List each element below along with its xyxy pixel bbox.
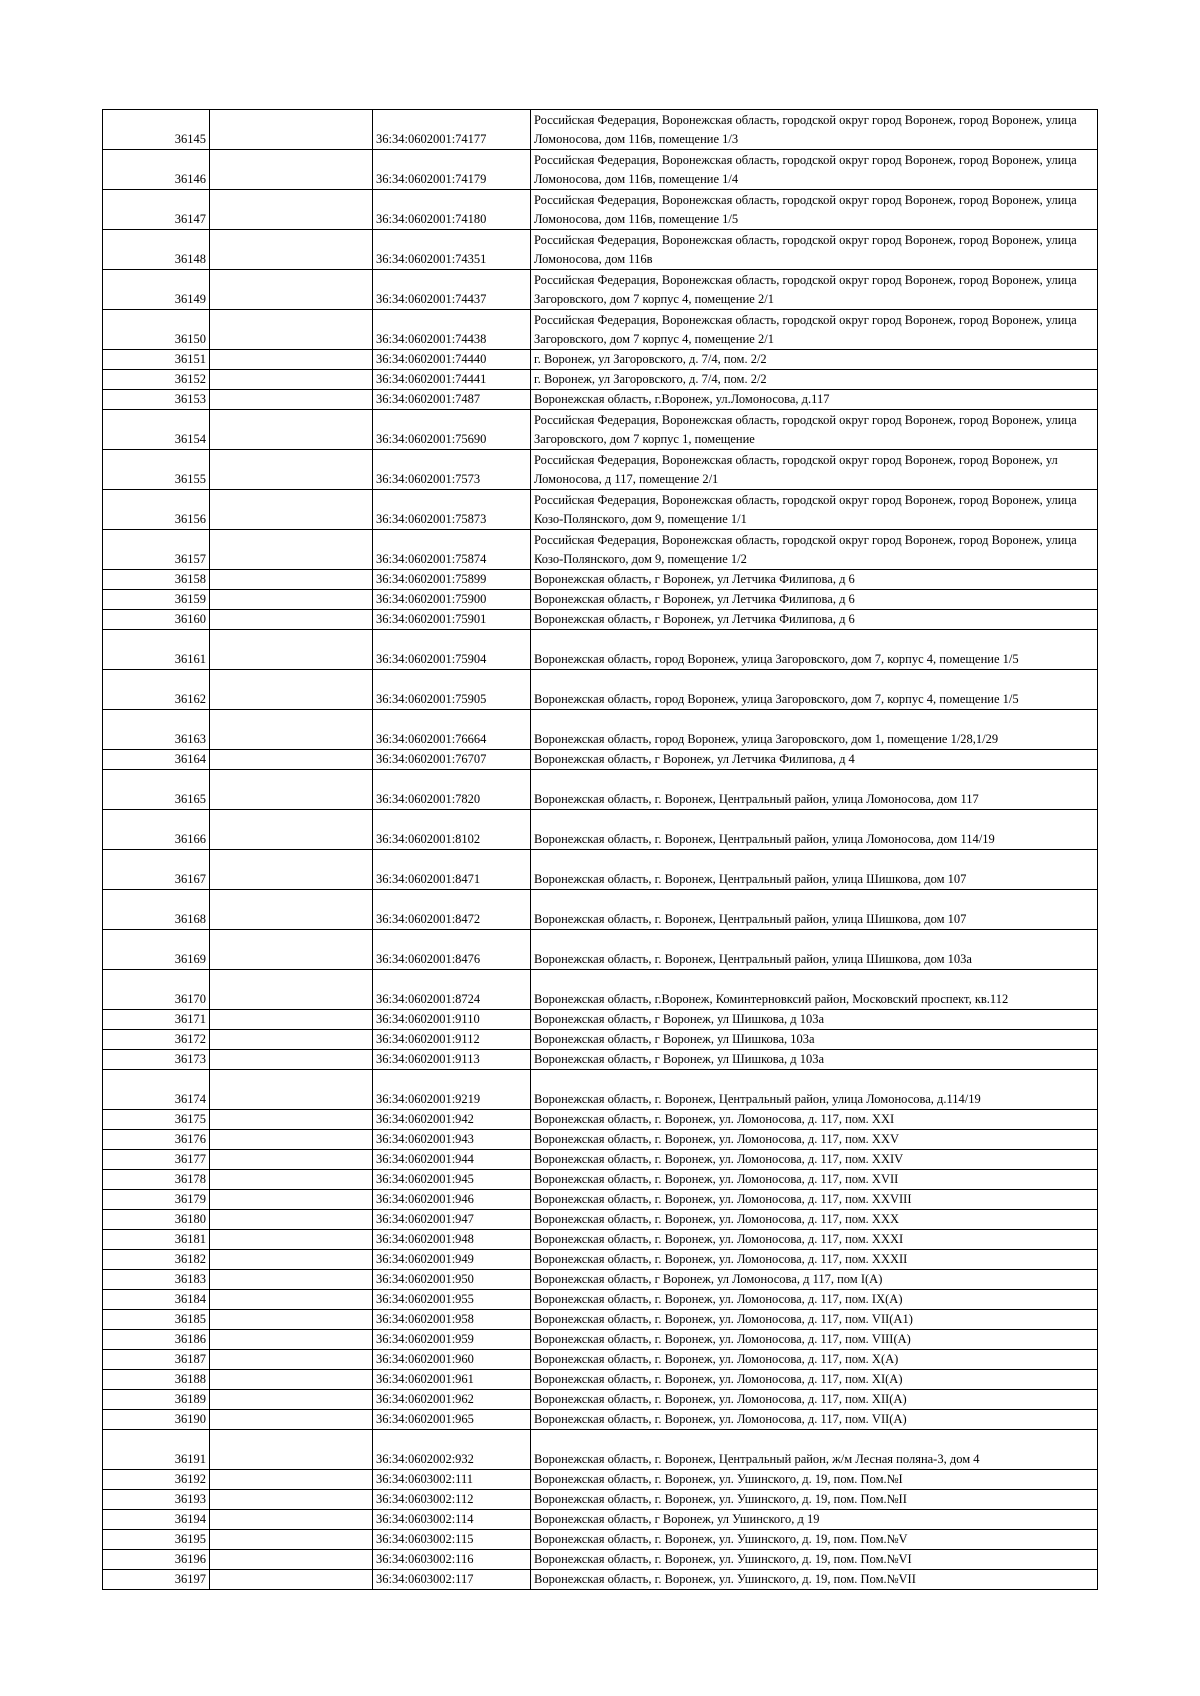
table-row: [103, 750, 1098, 770]
empty-cell: [210, 970, 373, 1010]
address-cell: Воронежская область, город Воронеж, улица Загоровского, дом 1, помещение 1/28,1/29: [531, 710, 1098, 750]
address-cell: Воронежская область, г. Воронеж, Центральный район, улица Ломоносова, дом 114/19: [531, 810, 1098, 850]
empty-cell: [210, 1130, 373, 1150]
address-cell: Воронежская область, г. Воронеж, ул. Ломоносова, д. 117, пом. IX(А): [531, 1290, 1098, 1310]
cadastral-number-cell: 36:34:0602001:75874: [373, 530, 531, 570]
table-row: [103, 890, 1098, 930]
record-number-cell: 36178: [103, 1170, 210, 1190]
empty-cell: [210, 230, 373, 270]
cadastral-number-cell: 36:34:0602001:962: [373, 1390, 531, 1410]
cadastral-number-cell: 36:34:0602001:9219: [373, 1070, 531, 1110]
table-row: [103, 970, 1098, 1010]
record-number-cell: 36190: [103, 1410, 210, 1430]
empty-cell: [210, 570, 373, 590]
address-cell: Воронежская область, г. Воронеж, ул. Ушинского, д. 19, пом. Пом.№V: [531, 1530, 1098, 1550]
cadastral-number-cell: 36:34:0602001:965: [373, 1410, 531, 1430]
empty-cell: [210, 810, 373, 850]
record-number-cell: 36159: [103, 590, 210, 610]
empty-cell: [210, 610, 373, 630]
cadastral-number-cell: 36:34:0602001:76664: [373, 710, 531, 750]
record-number-cell: 36187: [103, 1350, 210, 1370]
empty-cell: [210, 450, 373, 490]
table-row: [103, 1490, 1098, 1510]
record-number-cell: 36197: [103, 1570, 210, 1590]
empty-cell: [210, 1230, 373, 1250]
empty-cell: [210, 1350, 373, 1370]
empty-cell: [210, 1490, 373, 1510]
record-number-cell: 36171: [103, 1010, 210, 1030]
empty-cell: [210, 1150, 373, 1170]
empty-cell: [210, 270, 373, 310]
address-cell: Российская Федерация, Воронежская область, городской округ город Воронеж, город Воронеж, улица Козо-Полянского, дом 9, помещение 1/1: [531, 490, 1098, 530]
cadastral-number-cell: 36:34:0602001:75900: [373, 590, 531, 610]
cadastral-number-cell: 36:34:0602001:75905: [373, 670, 531, 710]
address-cell: Воронежская область, г. Воронеж, ул. Ушинского, д. 19, пом. Пом.№I: [531, 1470, 1098, 1490]
address-cell: Воронежская область, г. Воронеж, ул. Ломоносова, д. 117, пом. VII(А1): [531, 1310, 1098, 1330]
empty-cell: [210, 1370, 373, 1390]
table-row: [103, 1250, 1098, 1270]
cadastral-number-cell: 36:34:0602001:958: [373, 1310, 531, 1330]
record-number-cell: 36176: [103, 1130, 210, 1150]
address-cell: Российская Федерация, Воронежская область, городской округ город Воронеж, город Воронеж, улица Загоровского, дом 7 корпус 1, помещение: [531, 410, 1098, 450]
record-number-cell: 36167: [103, 850, 210, 890]
address-cell: Воронежская область, г. Воронеж, ул. Ломоносова, д. 117, пом. XII(А): [531, 1390, 1098, 1410]
cadastral-number-cell: 36:34:0602001:74438: [373, 310, 531, 350]
record-number-cell: 36181: [103, 1230, 210, 1250]
cadastral-number-cell: 36:34:0602001:74179: [373, 150, 531, 190]
table-row: [103, 1030, 1098, 1050]
empty-cell: [210, 1170, 373, 1190]
address-cell: Воронежская область, г. Воронеж, ул. Ломоносова, д. 117, пом. XI(А): [531, 1370, 1098, 1390]
table-row: [103, 710, 1098, 750]
record-number-cell: 36182: [103, 1250, 210, 1270]
record-number-cell: 36146: [103, 150, 210, 190]
empty-cell: [210, 1010, 373, 1030]
empty-cell: [210, 1250, 373, 1270]
record-number-cell: 36177: [103, 1150, 210, 1170]
cadastral-number-cell: 36:34:0602001:959: [373, 1330, 531, 1350]
record-number-cell: 36172: [103, 1030, 210, 1050]
record-number-cell: 36191: [103, 1430, 210, 1470]
record-number-cell: 36185: [103, 1310, 210, 1330]
record-number-cell: 36179: [103, 1190, 210, 1210]
cadastral-number-cell: 36:34:0602001:7573: [373, 450, 531, 490]
address-cell: Воронежская область, город Воронеж, улица Загоровского, дом 7, корпус 4, помещение 1/5: [531, 670, 1098, 710]
table-row: [103, 1010, 1098, 1030]
table-row: [103, 570, 1098, 590]
table-row: [103, 1210, 1098, 1230]
record-number-cell: 36168: [103, 890, 210, 930]
cadastral-number-cell: 36:34:0602001:961: [373, 1370, 531, 1390]
table-row: [103, 450, 1098, 490]
record-number-cell: 36186: [103, 1330, 210, 1350]
table-row: [103, 590, 1098, 610]
record-number-cell: 36153: [103, 390, 210, 410]
cadastral-number-cell: 36:34:0603002:112: [373, 1490, 531, 1510]
table-row: [103, 1110, 1098, 1130]
record-number-cell: 36183: [103, 1270, 210, 1290]
empty-cell: [210, 1430, 373, 1470]
record-number-cell: 36193: [103, 1490, 210, 1510]
record-number-cell: 36184: [103, 1290, 210, 1310]
table-row: [103, 410, 1098, 450]
cadastral-number-cell: 36:34:0602001:947: [373, 1210, 531, 1230]
table-row: [103, 150, 1098, 190]
address-cell: Воронежская область, г Воронеж, ул Летчика Филипова, д 4: [531, 750, 1098, 770]
address-cell: Российская Федерация, Воронежская область, городской округ город Воронеж, город Воронеж, улица Козо-Полянского, дом 9, помещение 1/2: [531, 530, 1098, 570]
empty-cell: [210, 410, 373, 450]
table-row: [103, 230, 1098, 270]
address-cell: Российская Федерация, Воронежская область, городской округ город Воронеж, город Воронеж, ул Ломоносова, д 117, помещение 2/1: [531, 450, 1098, 490]
empty-cell: [210, 850, 373, 890]
table-row: [103, 1150, 1098, 1170]
empty-cell: [210, 1070, 373, 1110]
empty-cell: [210, 1110, 373, 1130]
table-row: [103, 670, 1098, 710]
cadastral-number-cell: 36:34:0603002:114: [373, 1510, 531, 1530]
cadastral-number-cell: 36:34:0602001:945: [373, 1170, 531, 1190]
empty-cell: [210, 390, 373, 410]
address-cell: Воронежская область, г. Воронеж, ул. Ломоносова, д. 117, пом. XXI: [531, 1110, 1098, 1130]
table-row: [103, 370, 1098, 390]
table-row: [103, 630, 1098, 670]
table-row: [103, 1570, 1098, 1590]
cadastral-number-cell: 36:34:0602001:944: [373, 1150, 531, 1170]
empty-cell: [210, 670, 373, 710]
empty-cell: [210, 1470, 373, 1490]
cadastral-number-cell: 36:34:0602001:75873: [373, 490, 531, 530]
record-number-cell: 36164: [103, 750, 210, 770]
cadastral-number-cell: 36:34:0602001:75904: [373, 630, 531, 670]
table-row: [103, 1510, 1098, 1530]
table-row: [103, 770, 1098, 810]
table-row: [103, 490, 1098, 530]
cadastral-number-cell: 36:34:0602001:74351: [373, 230, 531, 270]
record-number-cell: 36195: [103, 1530, 210, 1550]
empty-cell: [210, 750, 373, 770]
address-cell: Воронежская область, г Воронеж, ул Летчика Филипова, д 6: [531, 610, 1098, 630]
address-cell: Воронежская область, г. Воронеж, ул. Ушинского, д. 19, пом. Пом.№VII: [531, 1570, 1098, 1590]
address-cell: Воронежская область, г. Воронеж, Центральный район, улица Ломоносова, д.114/19: [531, 1070, 1098, 1110]
empty-cell: [210, 890, 373, 930]
record-number-cell: 36160: [103, 610, 210, 630]
address-cell: Воронежская область, г Воронеж, ул Ломоносова, д 117, пом I(А): [531, 1270, 1098, 1290]
empty-cell: [210, 1190, 373, 1210]
record-number-cell: 36147: [103, 190, 210, 230]
cadastral-number-cell: 36:34:0602001:74441: [373, 370, 531, 390]
cadastral-number-cell: 36:34:0603002:117: [373, 1570, 531, 1590]
address-cell: Российская Федерация, Воронежская область, городской округ город Воронеж, город Воронеж, улица Ломоносова, дом 116в: [531, 230, 1098, 270]
cadastral-number-cell: 36:34:0602001:74177: [373, 110, 531, 150]
cadastral-number-cell: 36:34:0602001:948: [373, 1230, 531, 1250]
address-cell: Воронежская область, г. Воронеж, ул. Ломоносова, д. 117, пом. XXX: [531, 1210, 1098, 1230]
empty-cell: [210, 710, 373, 750]
cadastral-number-cell: 36:34:0602001:9113: [373, 1050, 531, 1070]
address-cell: Российская Федерация, Воронежская область, городской округ город Воронеж, город Воронеж, улица Загоровского, дом 7 корпус 4, помещение 2/1: [531, 270, 1098, 310]
empty-cell: [210, 1330, 373, 1350]
empty-cell: [210, 1290, 373, 1310]
empty-cell: [210, 530, 373, 570]
address-cell: Воронежская область, г. Воронеж, ул. Ломоносова, д. 117, пом. VII(А): [531, 1410, 1098, 1430]
table-row: [103, 1330, 1098, 1350]
empty-cell: [210, 1270, 373, 1290]
cadastral-number-cell: 36:34:0602001:8471: [373, 850, 531, 890]
cadastral-number-cell: 36:34:0603002:116: [373, 1550, 531, 1570]
address-cell: Воронежская область, г. Воронеж, ул. Ломоносова, д. 117, пом. XXXII: [531, 1250, 1098, 1270]
table-row: [103, 1070, 1098, 1110]
table-row: [103, 1190, 1098, 1210]
cadastral-number-cell: 36:34:0602001:8102: [373, 810, 531, 850]
empty-cell: [210, 310, 373, 350]
record-number-cell: 36166: [103, 810, 210, 850]
empty-cell: [210, 350, 373, 370]
cadastral-number-cell: 36:34:0602001:943: [373, 1130, 531, 1150]
empty-cell: [210, 110, 373, 150]
cadastral-number-cell: 36:34:0602001:75901: [373, 610, 531, 630]
record-number-cell: 36192: [103, 1470, 210, 1490]
empty-cell: [210, 1530, 373, 1550]
record-number-cell: 36194: [103, 1510, 210, 1530]
address-cell: Воронежская область, г. Воронеж, ул. Ломоносова, д. 117, пом. XVII: [531, 1170, 1098, 1190]
empty-cell: [210, 490, 373, 530]
address-cell: Российская Федерация, Воронежская область, городской округ город Воронеж, город Воронеж, улица Ломоносова, дом 116в, помещение 1/5: [531, 190, 1098, 230]
empty-cell: [210, 1550, 373, 1570]
address-cell: Воронежская область, г Воронеж, ул Шишкова, д 103а: [531, 1010, 1098, 1030]
table-row: [103, 1530, 1098, 1550]
cadastral-number-cell: 36:34:0603002:111: [373, 1470, 531, 1490]
table-row: [103, 1430, 1098, 1470]
address-cell: Воронежская область, г. Воронеж, Центральный район, улица Ломоносова, дом 117: [531, 770, 1098, 810]
table-row: [103, 390, 1098, 410]
record-number-cell: 36163: [103, 710, 210, 750]
registry-table: [102, 109, 1098, 1590]
address-cell: Воронежская область, г. Воронеж, ул. Ушинского, д. 19, пом. Пом.№VI: [531, 1550, 1098, 1570]
table-row: [103, 530, 1098, 570]
address-cell: Воронежская область, г. Воронеж, Центральный район, улица Шишкова, дом 103а: [531, 930, 1098, 970]
address-cell: Воронежская область, г Воронеж, ул Шишкова, д 103а: [531, 1050, 1098, 1070]
table-row: [103, 1170, 1098, 1190]
address-cell: Воронежская область, г. Воронеж, ул. Ломоносова, д. 117, пом. VIII(А): [531, 1330, 1098, 1350]
table-row: [103, 1290, 1098, 1310]
cadastral-number-cell: 36:34:0602001:9112: [373, 1030, 531, 1050]
record-number-cell: 36148: [103, 230, 210, 270]
record-number-cell: 36156: [103, 490, 210, 530]
cadastral-number-cell: 36:34:0603002:115: [373, 1530, 531, 1550]
address-cell: Российская Федерация, Воронежская область, городской округ город Воронеж, город Воронеж, улица Загоровского, дом 7 корпус 4, помещение 2/1: [531, 310, 1098, 350]
empty-cell: [210, 370, 373, 390]
table-row: [103, 1050, 1098, 1070]
table-row: [103, 270, 1098, 310]
cadastral-number-cell: 36:34:0602001:74440: [373, 350, 531, 370]
cadastral-number-cell: 36:34:0602001:8724: [373, 970, 531, 1010]
record-number-cell: 36180: [103, 1210, 210, 1230]
address-cell: Воронежская область, г. Воронеж, ул. Ломоносова, д. 117, пом. XXVIII: [531, 1190, 1098, 1210]
address-cell: Воронежская область, г Воронеж, ул Летчика Филипова, д 6: [531, 590, 1098, 610]
record-number-cell: 36196: [103, 1550, 210, 1570]
record-number-cell: 36170: [103, 970, 210, 1010]
address-cell: Воронежская область, г. Воронеж, Центральный район, ж/м Лесная поляна-3, дом 4: [531, 1430, 1098, 1470]
empty-cell: [210, 1390, 373, 1410]
record-number-cell: 36155: [103, 450, 210, 490]
empty-cell: [210, 1310, 373, 1330]
empty-cell: [210, 590, 373, 610]
record-number-cell: 36162: [103, 670, 210, 710]
address-cell: г. Воронеж, ул Загоровского, д. 7/4, пом. 2/2: [531, 370, 1098, 390]
cadastral-number-cell: 36:34:0602001:8476: [373, 930, 531, 970]
table-row: [103, 1370, 1098, 1390]
cadastral-number-cell: 36:34:0602001:9110: [373, 1010, 531, 1030]
empty-cell: [210, 190, 373, 230]
cadastral-number-cell: 36:34:0602001:7820: [373, 770, 531, 810]
table-row: [103, 850, 1098, 890]
address-cell: Воронежская область, г.Воронеж, Коминтерновксий район, Московский проспект, кв.112: [531, 970, 1098, 1010]
empty-cell: [210, 1030, 373, 1050]
cadastral-number-cell: 36:34:0602001:74180: [373, 190, 531, 230]
cadastral-number-cell: 36:34:0602001:946: [373, 1190, 531, 1210]
table-row: [103, 1130, 1098, 1150]
record-number-cell: 36188: [103, 1370, 210, 1390]
cadastral-number-cell: 36:34:0602001:7487: [373, 390, 531, 410]
table-row: [103, 1270, 1098, 1290]
cadastral-number-cell: 36:34:0602001:942: [373, 1110, 531, 1130]
cadastral-number-cell: 36:34:0602001:960: [373, 1350, 531, 1370]
address-cell: Воронежская область, г. Воронеж, Центральный район, улица Шишкова, дом 107: [531, 850, 1098, 890]
record-number-cell: 36173: [103, 1050, 210, 1070]
record-number-cell: 36175: [103, 1110, 210, 1130]
record-number-cell: 36150: [103, 310, 210, 350]
cadastral-number-cell: 36:34:0602001:8472: [373, 890, 531, 930]
record-number-cell: 36165: [103, 770, 210, 810]
record-number-cell: 36145: [103, 110, 210, 150]
address-cell: Воронежская область, г Воронеж, ул Летчика Филипова, д 6: [531, 570, 1098, 590]
address-cell: Воронежская область, г. Воронеж, ул. Ломоносова, д. 117, пом. XXIV: [531, 1150, 1098, 1170]
record-number-cell: 36169: [103, 930, 210, 970]
cadastral-number-cell: 36:34:0602001:75899: [373, 570, 531, 590]
address-cell: Воронежская область, г. Воронеж, ул. Ломоносова, д. 117, пом. X(А): [531, 1350, 1098, 1370]
address-cell: Воронежская область, г. Воронеж, ул. Ломоносова, д. 117, пом. XXV: [531, 1130, 1098, 1150]
cadastral-number-cell: 36:34:0602001:75690: [373, 410, 531, 450]
empty-cell: [210, 1410, 373, 1430]
record-number-cell: 36151: [103, 350, 210, 370]
address-cell: Воронежская область, г Воронеж, ул Шишкова, 103а: [531, 1030, 1098, 1050]
address-cell: Воронежская область, г. Воронеж, ул. Ушинского, д. 19, пом. Пом.№II: [531, 1490, 1098, 1510]
registry-body: [103, 110, 1098, 1590]
table-row: [103, 350, 1098, 370]
table-row: [103, 930, 1098, 970]
record-number-cell: 36174: [103, 1070, 210, 1110]
address-cell: Воронежская область, город Воронеж, улица Загоровского, дом 7, корпус 4, помещение 1/5: [531, 630, 1098, 670]
table-row: [103, 1310, 1098, 1330]
empty-cell: [210, 1210, 373, 1230]
cadastral-number-cell: 36:34:0602001:955: [373, 1290, 531, 1310]
empty-cell: [210, 150, 373, 190]
empty-cell: [210, 1510, 373, 1530]
record-number-cell: 36157: [103, 530, 210, 570]
empty-cell: [210, 1050, 373, 1070]
table-row: [103, 190, 1098, 230]
cadastral-number-cell: 36:34:0602001:950: [373, 1270, 531, 1290]
table-row: [103, 1410, 1098, 1430]
address-cell: Воронежская область, г Воронеж, ул Ушинского, д 19: [531, 1510, 1098, 1530]
table-row: [103, 1550, 1098, 1570]
cadastral-number-cell: 36:34:0602001:949: [373, 1250, 531, 1270]
table-row: [103, 610, 1098, 630]
table-row: [103, 1470, 1098, 1490]
empty-cell: [210, 770, 373, 810]
record-number-cell: 36161: [103, 630, 210, 670]
cadastral-number-cell: 36:34:0602001:76707: [373, 750, 531, 770]
record-number-cell: 36149: [103, 270, 210, 310]
record-number-cell: 36152: [103, 370, 210, 390]
cadastral-number-cell: 36:34:0602001:74437: [373, 270, 531, 310]
table-row: [103, 110, 1098, 150]
record-number-cell: 36158: [103, 570, 210, 590]
address-cell: Российская Федерация, Воронежская область, городской округ город Воронеж, город Воронеж, улица Ломоносова, дом 116в, помещение 1/3: [531, 110, 1098, 150]
empty-cell: [210, 930, 373, 970]
cadastral-number-cell: 36:34:0602002:932: [373, 1430, 531, 1470]
table-row: [103, 810, 1098, 850]
table-row: [103, 1390, 1098, 1410]
address-cell: Воронежская область, г.Воронеж, ул.Ломоносова, д.117: [531, 390, 1098, 410]
address-cell: Российская Федерация, Воронежская область, городской округ город Воронеж, город Воронеж, улица Ломоносова, дом 116в, помещение 1/4: [531, 150, 1098, 190]
table-row: [103, 1350, 1098, 1370]
empty-cell: [210, 630, 373, 670]
address-cell: Воронежская область, г. Воронеж, Центральный район, улица Шишкова, дом 107: [531, 890, 1098, 930]
empty-cell: [210, 1570, 373, 1590]
address-cell: Воронежская область, г. Воронеж, ул. Ломоносова, д. 117, пом. XXXI: [531, 1230, 1098, 1250]
table-row: [103, 310, 1098, 350]
address-cell: г. Воронеж, ул Загоровского, д. 7/4, пом. 2/2: [531, 350, 1098, 370]
record-number-cell: 36154: [103, 410, 210, 450]
table-row: [103, 1230, 1098, 1250]
record-number-cell: 36189: [103, 1390, 210, 1410]
